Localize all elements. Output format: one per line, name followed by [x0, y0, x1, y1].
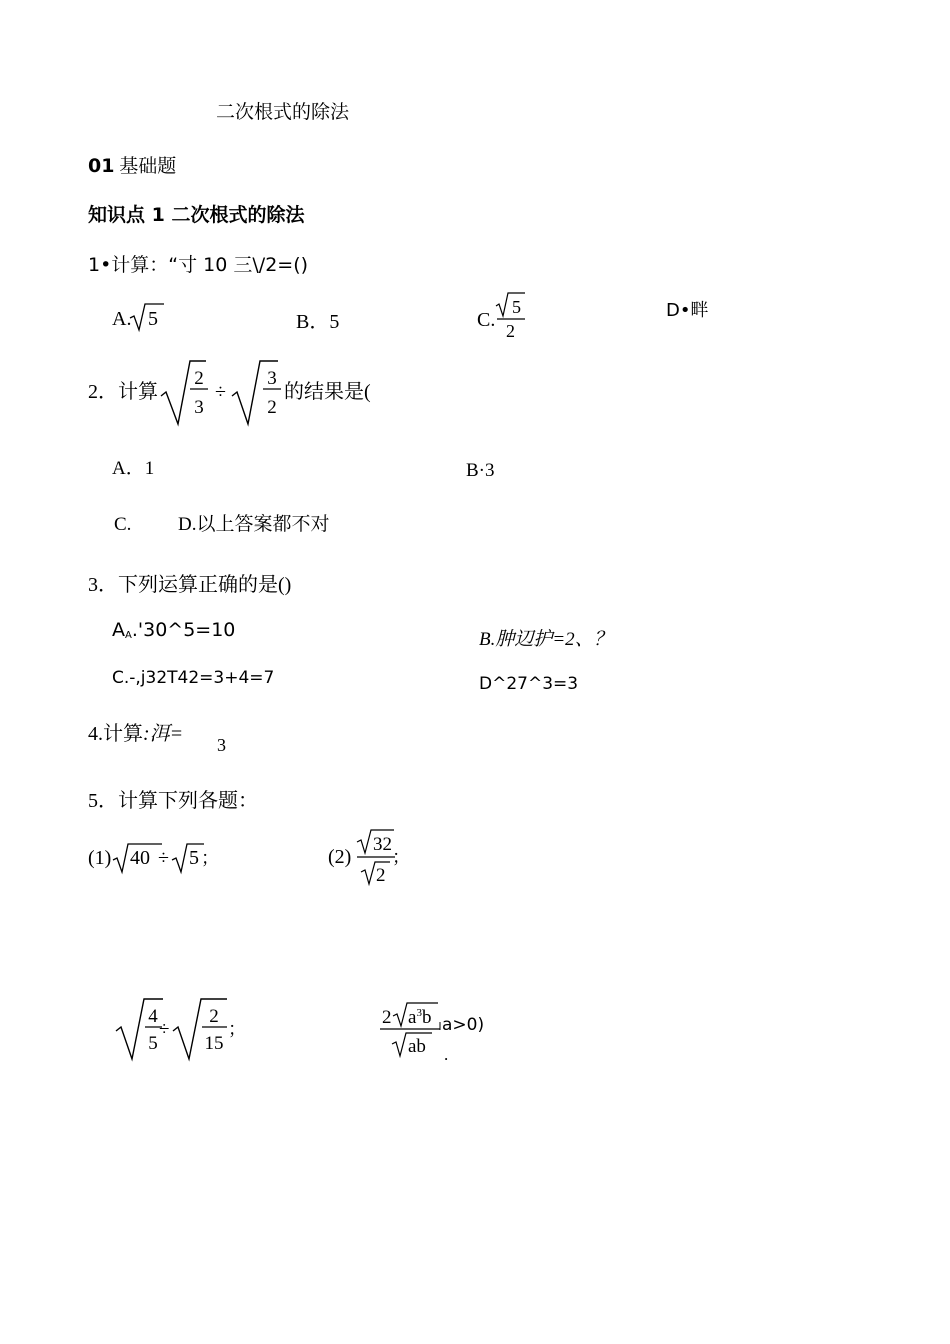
- section-heading: [88, 151, 176, 178]
- q1-option-a-formula: [112, 298, 172, 334]
- q2-option-a: A．1: [112, 458, 155, 479]
- q5-part3-divide-sign: ÷: [159, 1019, 170, 1040]
- q5-part4-radicand: [408, 1007, 431, 1028]
- knowledge-prefix: 知识点: [88, 204, 146, 226]
- q2-prefix: 2．计算: [88, 381, 158, 403]
- q5-part1-divide-sign: ÷: [158, 847, 169, 869]
- q5-part3: [113, 995, 253, 1070]
- q1-option-a: [112, 298, 172, 339]
- q1-option-c-numerator: 5: [512, 297, 521, 317]
- q1-option-a-label: A.: [112, 308, 132, 330]
- q4-prompt: [88, 717, 183, 746]
- q5-part4-formula: [380, 1000, 500, 1068]
- q4-expression: :洱=: [143, 723, 184, 745]
- q2-option-b: B·3: [466, 460, 495, 481]
- q5-part3-numerator1: 4: [148, 1006, 158, 1027]
- q5-part4: [380, 1000, 500, 1073]
- radical-sign: [172, 844, 204, 872]
- q2-option-d: D.以上答案都不对: [178, 514, 330, 535]
- q3-prompt: 3．下列运算正确的是(): [88, 574, 292, 596]
- q5-prompt: 5．计算下列各题：: [88, 790, 258, 812]
- q2-fraction2-numerator: 3: [267, 368, 277, 389]
- q5-part1: [88, 838, 218, 883]
- q1-option-c: [477, 290, 537, 347]
- q2-suffix: 的结果是(: [284, 381, 371, 403]
- q5-part4-radicand-b: b: [421, 1007, 432, 1028]
- q3-option-a-subscript: A: [125, 630, 132, 641]
- q3-option-d: D^27^3=3: [479, 674, 579, 694]
- q5-part2-end: ；: [392, 847, 410, 867]
- q5-part4-denominator: ab: [408, 1036, 426, 1057]
- q5-part4-coefficient: 2: [382, 1007, 392, 1028]
- q1-option-c-label: C.: [477, 309, 496, 331]
- q3-option-a-letter: A: [112, 619, 125, 641]
- knowledge-number: 1: [151, 204, 165, 226]
- q5-part3-numerator2: 2: [209, 1006, 219, 1027]
- q5-part3-denominator2: 15: [204, 1033, 224, 1054]
- q5-part1-formula: [88, 838, 218, 878]
- section-number: 01: [88, 155, 115, 177]
- q1-prompt: 1•计算：“寸 10 三\/2=(): [88, 254, 309, 276]
- q1-option-c-formula: [477, 290, 537, 342]
- q2-fraction1-denominator: 3: [194, 397, 204, 418]
- q1-option-b: B．5: [296, 311, 340, 333]
- q4-below-value: 3: [217, 735, 226, 755]
- q5-part4-dot: .: [444, 1045, 449, 1064]
- q1-option-a-radicand: 5: [148, 308, 158, 330]
- page-title: 二次根式的除法: [216, 101, 350, 123]
- section-label: 基础题: [119, 155, 177, 177]
- q2-fraction1-numerator: 2: [194, 368, 204, 389]
- q3-option-b: B.肿辺护=2、？: [479, 629, 613, 650]
- q3-option-a: [112, 619, 235, 641]
- q2-fraction2-denominator: 2: [267, 397, 277, 418]
- q5-part1-radicand1: 40: [130, 847, 150, 869]
- q4-label: 4.计算: [88, 723, 143, 745]
- q5-part3-formula: [113, 995, 253, 1065]
- q3-option-a-expression: .'30^5=10: [131, 619, 236, 641]
- q5-part2-denominator: 2: [376, 865, 386, 886]
- q5-part3-denominator1: 5: [148, 1033, 158, 1054]
- q5-part1-end: ；: [201, 848, 218, 868]
- q1-option-c-denominator: 2: [506, 321, 515, 341]
- q5-part3-end: ；: [228, 1019, 246, 1039]
- q5-part1-radicand2: 5: [189, 847, 199, 869]
- q3-option-c: C.-,j32T42=3+4=7: [112, 668, 275, 688]
- q2-divide-sign: ÷: [215, 381, 226, 403]
- q2-option-c: C.: [114, 514, 132, 535]
- q2-formula: [88, 358, 398, 430]
- q5-part2: [328, 826, 418, 897]
- q5-part4-radicand-exponent: 3: [416, 1007, 422, 1019]
- q5-part1-label: (1): [88, 847, 112, 869]
- knowledge-point-heading: [88, 200, 305, 227]
- q5-part4-radicand-a: a: [408, 1007, 417, 1028]
- q2-prompt: [88, 358, 398, 435]
- knowledge-label: 二次根式的除法: [171, 204, 305, 226]
- q5-part2-label: (2): [328, 846, 352, 868]
- q5-part4-condition: a>0): [442, 1015, 485, 1035]
- q1-option-d: D•畔: [666, 300, 709, 321]
- radical-sign: [130, 304, 164, 330]
- q5-part2-formula: [328, 826, 418, 892]
- q5-part2-numerator: 32: [373, 834, 392, 855]
